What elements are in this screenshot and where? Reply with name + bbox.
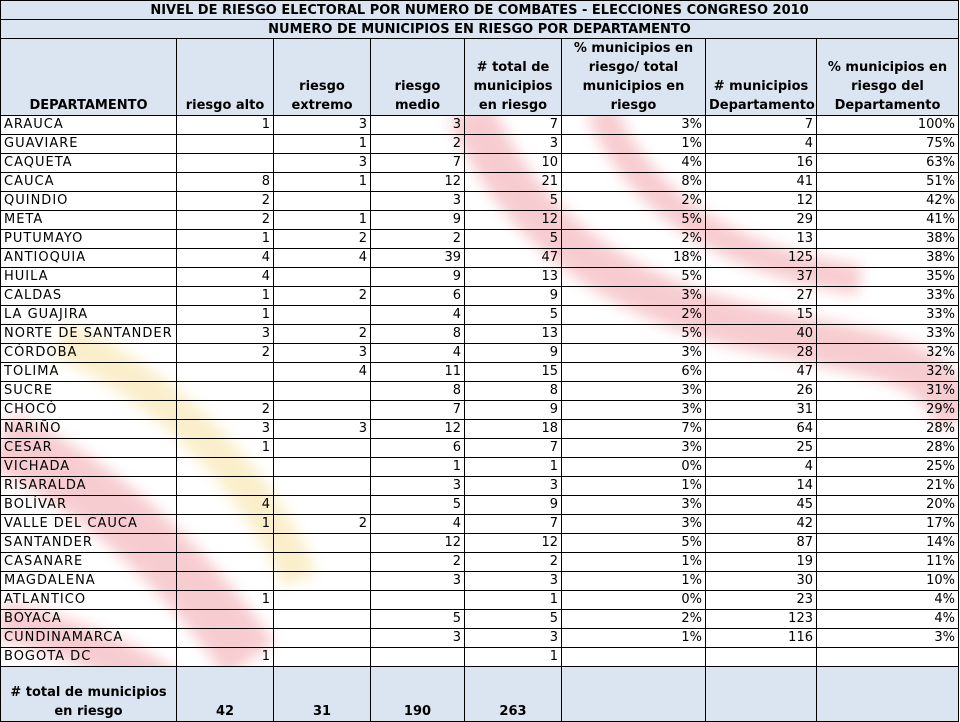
cell-riesgo-medio: 11 — [371, 363, 465, 382]
cell-riesgo-alto — [177, 477, 274, 496]
cell-riesgo-medio: 4 — [371, 515, 465, 534]
cell-total: 9 — [465, 344, 562, 363]
cell-pct-departamento: 3% — [817, 629, 959, 648]
cell-pct-departamento: 32% — [817, 363, 959, 382]
cell-total: 8 — [465, 382, 562, 401]
cell-pct-total: 5% — [562, 268, 706, 287]
cell-pct-total: 7% — [562, 420, 706, 439]
cell-num-municipios: 19 — [706, 553, 817, 572]
cell-pct-total: 6% — [562, 363, 706, 382]
cell-pct-total: 5% — [562, 211, 706, 230]
cell-riesgo-medio: 2 — [371, 135, 465, 154]
table-row — [1, 116, 959, 135]
cell-riesgo-medio: 1 — [371, 458, 465, 477]
cell-riesgo-extremo — [274, 534, 371, 553]
cell-num-municipios: 16 — [706, 154, 817, 173]
cell-pct-total: 3% — [562, 287, 706, 306]
cell-pct-departamento: 100% — [817, 116, 959, 135]
cell-pct-total: 0% — [562, 591, 706, 610]
cell-pct-total: 3% — [562, 401, 706, 420]
table-row — [1, 287, 959, 306]
header-num-municipios: # municipios Departamento — [706, 39, 817, 116]
cell-riesgo-extremo — [274, 382, 371, 401]
table-row — [1, 230, 959, 249]
cell-pct-total: 5% — [562, 325, 706, 344]
cell-departamento: CAQUETA — [1, 154, 177, 173]
cell-riesgo-alto: 1 — [177, 591, 274, 610]
cell-total: 2 — [465, 553, 562, 572]
cell-riesgo-extremo: 4 — [274, 249, 371, 268]
cell-num-municipios — [706, 648, 817, 667]
cell-riesgo-alto: 3 — [177, 325, 274, 344]
cell-riesgo-medio: 7 — [371, 401, 465, 420]
totals-label: # total de municipios en riesgo — [1, 667, 177, 722]
cell-riesgo-medio: 8 — [371, 325, 465, 344]
totals-empty-2 — [706, 667, 817, 722]
cell-pct-total: 2% — [562, 230, 706, 249]
cell-departamento: CASANARE — [1, 553, 177, 572]
totals-riesgo-alto: 42 — [177, 667, 274, 722]
cell-pct-total: 3% — [562, 515, 706, 534]
cell-departamento: CAUCA — [1, 173, 177, 192]
cell-pct-departamento: 32% — [817, 344, 959, 363]
cell-riesgo-medio: 2 — [371, 230, 465, 249]
cell-pct-total: 18% — [562, 249, 706, 268]
cell-departamento: BOGOTA DC — [1, 648, 177, 667]
cell-departamento: BOYACA — [1, 610, 177, 629]
cell-pct-departamento: 31% — [817, 382, 959, 401]
cell-riesgo-extremo: 1 — [274, 135, 371, 154]
cell-riesgo-alto: 2 — [177, 192, 274, 211]
cell-departamento: VICHADA — [1, 458, 177, 477]
cell-riesgo-extremo — [274, 610, 371, 629]
table-row — [1, 173, 959, 192]
cell-pct-departamento: 28% — [817, 439, 959, 458]
cell-riesgo-alto: 3 — [177, 420, 274, 439]
cell-pct-total: 1% — [562, 553, 706, 572]
cell-riesgo-medio: 9 — [371, 211, 465, 230]
table-row — [1, 610, 959, 629]
cell-pct-total: 3% — [562, 382, 706, 401]
cell-riesgo-alto — [177, 458, 274, 477]
cell-num-municipios: 87 — [706, 534, 817, 553]
cell-riesgo-extremo — [274, 477, 371, 496]
cell-riesgo-alto — [177, 534, 274, 553]
cell-riesgo-alto — [177, 382, 274, 401]
cell-pct-departamento: 28% — [817, 420, 959, 439]
cell-departamento: QUINDIO — [1, 192, 177, 211]
cell-num-municipios: 26 — [706, 382, 817, 401]
cell-riesgo-extremo — [274, 439, 371, 458]
cell-riesgo-alto: 1 — [177, 230, 274, 249]
table-row — [1, 211, 959, 230]
cell-riesgo-medio: 12 — [371, 420, 465, 439]
header-pct-total: % municipios en riesgo/ total municipios en riesgo — [562, 39, 706, 116]
cell-num-municipios: 13 — [706, 230, 817, 249]
cell-pct-departamento: 38% — [817, 230, 959, 249]
cell-num-municipios: 23 — [706, 591, 817, 610]
cell-departamento: LA GUAJIRA — [1, 306, 177, 325]
cell-departamento: SUCRE — [1, 382, 177, 401]
header-total-municipios: # total de municipios en riesgo — [465, 39, 562, 116]
cell-riesgo-extremo — [274, 458, 371, 477]
cell-pct-departamento: 63% — [817, 154, 959, 173]
cell-riesgo-extremo: 3 — [274, 154, 371, 173]
cell-pct-departamento: 33% — [817, 287, 959, 306]
table-row — [1, 154, 959, 173]
cell-num-municipios: 47 — [706, 363, 817, 382]
cell-pct-departamento: 4% — [817, 610, 959, 629]
cell-pct-total — [562, 648, 706, 667]
cell-riesgo-extremo: 2 — [274, 515, 371, 534]
cell-num-municipios: 27 — [706, 287, 817, 306]
cell-riesgo-alto: 8 — [177, 173, 274, 192]
cell-pct-total: 1% — [562, 135, 706, 154]
totals-riesgo-extremo: 31 — [274, 667, 371, 722]
cell-riesgo-medio: 3 — [371, 192, 465, 211]
table-row — [1, 591, 959, 610]
cell-pct-total: 5% — [562, 534, 706, 553]
cell-pct-departamento: 41% — [817, 211, 959, 230]
cell-pct-departamento: 10% — [817, 572, 959, 591]
cell-num-municipios: 40 — [706, 325, 817, 344]
cell-riesgo-extremo — [274, 648, 371, 667]
table-row — [1, 477, 959, 496]
cell-departamento: CHOCÓ — [1, 401, 177, 420]
cell-pct-departamento: 17% — [817, 515, 959, 534]
cell-departamento: NORTE DE SANTANDER — [1, 325, 177, 344]
cell-num-municipios: 4 — [706, 135, 817, 154]
cell-riesgo-medio: 3 — [371, 477, 465, 496]
cell-num-municipios: 42 — [706, 515, 817, 534]
cell-total: 9 — [465, 287, 562, 306]
cell-riesgo-alto: 2 — [177, 401, 274, 420]
cell-total: 9 — [465, 401, 562, 420]
cell-riesgo-extremo: 3 — [274, 420, 371, 439]
cell-total: 9 — [465, 496, 562, 515]
cell-pct-total: 4% — [562, 154, 706, 173]
table-row — [1, 401, 959, 420]
cell-departamento: NARIÑO — [1, 420, 177, 439]
cell-riesgo-extremo: 3 — [274, 116, 371, 135]
totals-total: 263 — [465, 667, 562, 722]
header-departamento: DEPARTAMENTO — [1, 39, 177, 116]
header-pct-departamento: % municipios en riesgo del Departamento — [817, 39, 959, 116]
cell-num-municipios: 7 — [706, 116, 817, 135]
header-riesgo-medio: riesgo medio — [371, 39, 465, 116]
cell-total: 12 — [465, 534, 562, 553]
cell-num-municipios: 123 — [706, 610, 817, 629]
cell-riesgo-alto: 4 — [177, 249, 274, 268]
cell-pct-departamento: 33% — [817, 325, 959, 344]
cell-total: 1 — [465, 591, 562, 610]
cell-departamento: ATLANTICO — [1, 591, 177, 610]
table-row — [1, 382, 959, 401]
cell-riesgo-alto — [177, 363, 274, 382]
cell-departamento: SANTANDER — [1, 534, 177, 553]
cell-riesgo-alto: 4 — [177, 496, 274, 515]
cell-pct-departamento: 11% — [817, 553, 959, 572]
cell-riesgo-medio: 5 — [371, 496, 465, 515]
cell-pct-departamento: 21% — [817, 477, 959, 496]
table-row — [1, 534, 959, 553]
cell-pct-total: 0% — [562, 458, 706, 477]
table-row — [1, 420, 959, 439]
table-row — [1, 363, 959, 382]
cell-riesgo-medio: 3 — [371, 629, 465, 648]
cell-riesgo-extremo — [274, 553, 371, 572]
cell-riesgo-alto — [177, 610, 274, 629]
cell-pct-total: 1% — [562, 477, 706, 496]
cell-riesgo-medio: 6 — [371, 287, 465, 306]
cell-departamento: GUAVIARE — [1, 135, 177, 154]
cell-total: 3 — [465, 135, 562, 154]
cell-riesgo-extremo — [274, 629, 371, 648]
cell-pct-departamento: 25% — [817, 458, 959, 477]
table-title: NIVEL DE RIESGO ELECTORAL POR NUMERO DE COMBATES - ELECCIONES CONGRESO 2010 — [1, 1, 959, 20]
cell-riesgo-alto — [177, 629, 274, 648]
cell-pct-departamento: 4% — [817, 591, 959, 610]
cell-total: 10 — [465, 154, 562, 173]
cell-departamento: CALDAS — [1, 287, 177, 306]
cell-riesgo-alto: 1 — [177, 648, 274, 667]
cell-num-municipios: 31 — [706, 401, 817, 420]
cell-riesgo-extremo — [274, 496, 371, 515]
cell-riesgo-medio: 6 — [371, 439, 465, 458]
cell-num-municipios: 37 — [706, 268, 817, 287]
cell-riesgo-alto: 2 — [177, 211, 274, 230]
cell-total: 5 — [465, 306, 562, 325]
cell-total: 5 — [465, 230, 562, 249]
table-row — [1, 629, 959, 648]
table-row — [1, 306, 959, 325]
totals-row — [1, 667, 959, 722]
cell-total: 18 — [465, 420, 562, 439]
cell-riesgo-extremo — [274, 401, 371, 420]
table-row — [1, 249, 959, 268]
cell-pct-departamento: 33% — [817, 306, 959, 325]
cell-riesgo-medio: 3 — [371, 572, 465, 591]
cell-total: 13 — [465, 268, 562, 287]
cell-total: 3 — [465, 572, 562, 591]
cell-riesgo-medio: 7 — [371, 154, 465, 173]
cell-pct-total: 8% — [562, 173, 706, 192]
cell-total: 5 — [465, 610, 562, 629]
cell-pct-total: 3% — [562, 344, 706, 363]
cell-pct-total: 1% — [562, 629, 706, 648]
table-row — [1, 648, 959, 667]
totals-empty-3 — [817, 667, 959, 722]
cell-riesgo-alto: 2 — [177, 344, 274, 363]
table-row — [1, 344, 959, 363]
cell-riesgo-medio: 9 — [371, 268, 465, 287]
cell-riesgo-extremo — [274, 306, 371, 325]
table-row — [1, 439, 959, 458]
cell-total: 1 — [465, 648, 562, 667]
cell-pct-total: 3% — [562, 116, 706, 135]
table-row — [1, 515, 959, 534]
cell-departamento: BOLÍVAR — [1, 496, 177, 515]
cell-pct-departamento — [817, 648, 959, 667]
cell-total: 3 — [465, 629, 562, 648]
cell-total: 21 — [465, 173, 562, 192]
cell-pct-total: 3% — [562, 439, 706, 458]
cell-departamento: CESAR — [1, 439, 177, 458]
cell-riesgo-medio: 8 — [371, 382, 465, 401]
cell-pct-departamento: 20% — [817, 496, 959, 515]
cell-riesgo-alto: 1 — [177, 287, 274, 306]
cell-pct-departamento: 75% — [817, 135, 959, 154]
cell-riesgo-alto: 1 — [177, 515, 274, 534]
cell-riesgo-extremo: 3 — [274, 344, 371, 363]
cell-departamento: PUTUMAYO — [1, 230, 177, 249]
cell-total: 15 — [465, 363, 562, 382]
cell-riesgo-medio: 12 — [371, 534, 465, 553]
cell-riesgo-extremo: 4 — [274, 363, 371, 382]
cell-departamento: HUILA — [1, 268, 177, 287]
header-riesgo-extremo: riesgo extremo — [274, 39, 371, 116]
cell-riesgo-extremo: 2 — [274, 287, 371, 306]
table-row — [1, 192, 959, 211]
cell-riesgo-alto: 4 — [177, 268, 274, 287]
cell-pct-departamento: 29% — [817, 401, 959, 420]
cell-riesgo-medio: 4 — [371, 344, 465, 363]
cell-riesgo-medio: 4 — [371, 306, 465, 325]
cell-num-municipios: 125 — [706, 249, 817, 268]
cell-riesgo-extremo: 1 — [274, 211, 371, 230]
cell-total: 7 — [465, 515, 562, 534]
cell-pct-departamento: 42% — [817, 192, 959, 211]
cell-pct-total: 2% — [562, 192, 706, 211]
cell-riesgo-alto — [177, 154, 274, 173]
cell-riesgo-medio: 2 — [371, 553, 465, 572]
cell-riesgo-medio: 5 — [371, 610, 465, 629]
cell-num-municipios: 15 — [706, 306, 817, 325]
cell-num-municipios: 30 — [706, 572, 817, 591]
cell-riesgo-extremo — [274, 572, 371, 591]
cell-riesgo-medio — [371, 591, 465, 610]
cell-total: 1 — [465, 458, 562, 477]
cell-num-municipios: 12 — [706, 192, 817, 211]
cell-departamento: ANTIOQUIA — [1, 249, 177, 268]
cell-riesgo-alto — [177, 553, 274, 572]
cell-departamento: RISARALDA — [1, 477, 177, 496]
cell-pct-total: 3% — [562, 496, 706, 515]
table-row — [1, 553, 959, 572]
cell-total: 3 — [465, 477, 562, 496]
table-row — [1, 268, 959, 287]
cell-num-municipios: 116 — [706, 629, 817, 648]
cell-riesgo-extremo — [274, 591, 371, 610]
cell-riesgo-extremo — [274, 268, 371, 287]
table-subtitle: NUMERO DE MUNICIPIOS EN RIESGO POR DEPARTAMENTO — [1, 20, 959, 39]
cell-riesgo-extremo: 2 — [274, 230, 371, 249]
cell-riesgo-medio: 3 — [371, 116, 465, 135]
cell-num-municipios: 41 — [706, 173, 817, 192]
cell-departamento: TOLIMA — [1, 363, 177, 382]
cell-num-municipios: 28 — [706, 344, 817, 363]
cell-departamento: CUNDINAMARCA — [1, 629, 177, 648]
cell-riesgo-extremo — [274, 192, 371, 211]
cell-riesgo-medio — [371, 648, 465, 667]
table-row — [1, 496, 959, 515]
cell-num-municipios: 29 — [706, 211, 817, 230]
table-row — [1, 458, 959, 477]
cell-total: 7 — [465, 116, 562, 135]
cell-pct-total: 2% — [562, 610, 706, 629]
cell-departamento: META — [1, 211, 177, 230]
cell-total: 12 — [465, 211, 562, 230]
cell-riesgo-alto: 1 — [177, 439, 274, 458]
header-riesgo-alto: riesgo alto — [177, 39, 274, 116]
cell-total: 13 — [465, 325, 562, 344]
cell-pct-total: 1% — [562, 572, 706, 591]
cell-num-municipios: 45 — [706, 496, 817, 515]
cell-departamento: VALLE DEL CAUCA — [1, 515, 177, 534]
cell-pct-departamento: 14% — [817, 534, 959, 553]
table-row — [1, 325, 959, 344]
cell-riesgo-alto — [177, 572, 274, 591]
cell-pct-departamento: 38% — [817, 249, 959, 268]
cell-num-municipios: 14 — [706, 477, 817, 496]
cell-riesgo-extremo: 2 — [274, 325, 371, 344]
cell-total: 5 — [465, 192, 562, 211]
totals-riesgo-medio: 190 — [371, 667, 465, 722]
cell-riesgo-alto — [177, 135, 274, 154]
cell-riesgo-medio: 12 — [371, 173, 465, 192]
cell-riesgo-medio: 39 — [371, 249, 465, 268]
cell-total: 47 — [465, 249, 562, 268]
cell-departamento: CÓRDOBA — [1, 344, 177, 363]
cell-departamento: MAGDALENA — [1, 572, 177, 591]
cell-num-municipios: 64 — [706, 420, 817, 439]
cell-riesgo-alto: 1 — [177, 116, 274, 135]
cell-total: 7 — [465, 439, 562, 458]
table-row — [1, 572, 959, 591]
cell-riesgo-alto: 1 — [177, 306, 274, 325]
table-row — [1, 135, 959, 154]
cell-pct-departamento: 35% — [817, 268, 959, 287]
cell-departamento: ARAUCA — [1, 116, 177, 135]
cell-pct-departamento: 51% — [817, 173, 959, 192]
cell-riesgo-extremo: 1 — [274, 173, 371, 192]
cell-num-municipios: 4 — [706, 458, 817, 477]
cell-num-municipios: 25 — [706, 439, 817, 458]
cell-pct-total: 2% — [562, 306, 706, 325]
totals-empty-1 — [562, 667, 706, 722]
